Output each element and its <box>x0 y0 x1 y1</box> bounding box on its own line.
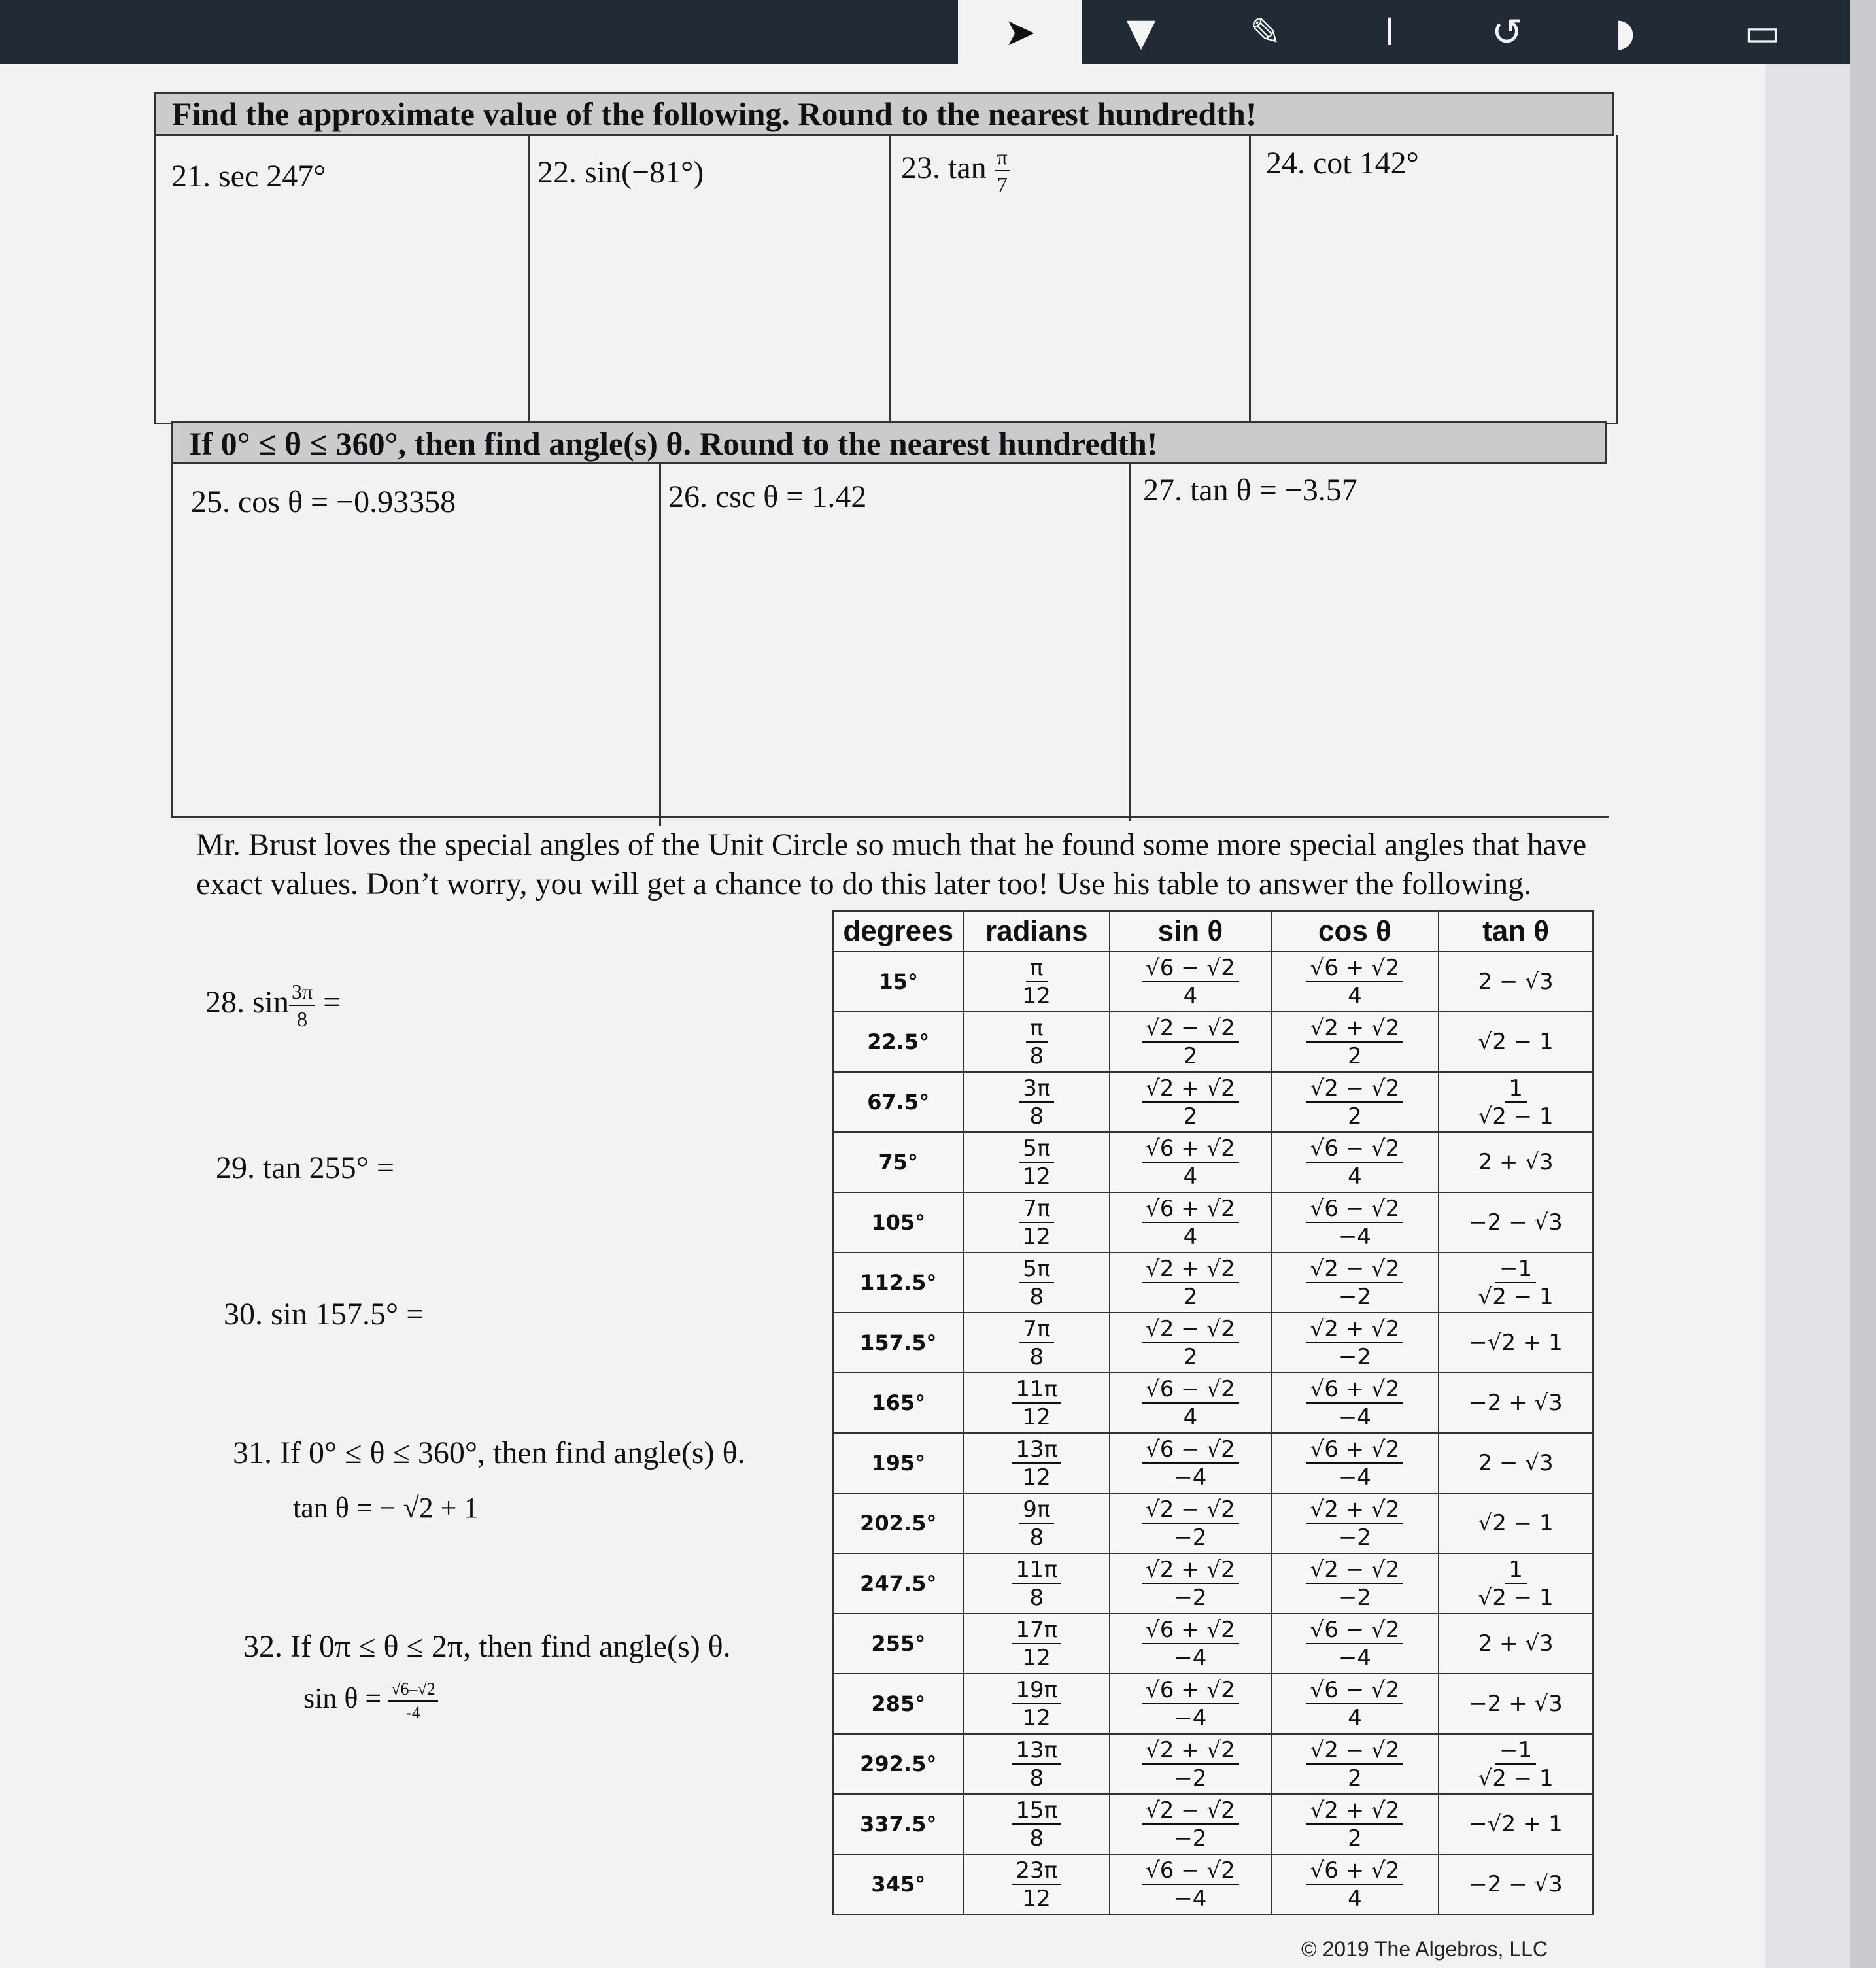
intro-paragraph: Mr. Brust loves the special angles of the Unit Circle so much that he found some more special angles that have exact values. Don’t worry, you will get a chance to do this later too! Use his table to answer the following. <box>196 827 1587 901</box>
table-cell-cos <box>1271 1553 1439 1614</box>
fraction: $\frac{9\pi}{8}$ <box>1019 1498 1054 1549</box>
table-row <box>833 1252 1593 1313</box>
table-cell-deg: 247.5° <box>833 1553 963 1614</box>
fraction: $\frac{√6 - √2}{4}$ <box>1306 1679 1404 1729</box>
question-31: 31. If 0° ≤ θ ≤ 360°, then find angle(s) θ. <box>233 1436 745 1470</box>
fraction: $\frac{-1}{√2 - 1}$ <box>1478 1255 1554 1310</box>
fraction: $\frac{√2 + √2}{2}$ <box>1306 1799 1404 1850</box>
fraction: $\frac{√6 - √2}{-4}$ <box>1306 1198 1404 1248</box>
table-row <box>833 1674 1593 1734</box>
table-cell-tan: −2 + √3 <box>1439 1674 1593 1734</box>
fraction: $\frac{\pi}{8}$ <box>1026 1017 1047 1067</box>
table-cell-sin <box>1110 1192 1271 1252</box>
divider <box>1129 463 1131 821</box>
question-28: 28. sin $\frac{3\pi}{8}$ = <box>205 980 341 1031</box>
table-cell-sin <box>1110 1734 1271 1794</box>
problem-25: 25. cos θ = −0.93358 <box>191 485 456 519</box>
table-cell-sin <box>1110 1373 1271 1433</box>
shape-tool-icon[interactable]: ◗ <box>1614 10 1635 54</box>
table-row <box>833 1132 1593 1192</box>
table-cell-sin <box>1110 1132 1271 1192</box>
table-cell-deg: 112.5° <box>833 1252 963 1313</box>
table-cell-rad <box>963 1794 1110 1854</box>
problem-22: 22. sin(−81°) <box>537 155 704 190</box>
table-cell-rad <box>963 1614 1110 1674</box>
fraction: $\frac{3\pi}{8}$ <box>1019 1077 1054 1128</box>
table-row <box>833 1192 1593 1252</box>
column-header: radians <box>963 911 1110 952</box>
fraction: $\frac{√6 + √2}{-4}$ <box>1306 1438 1404 1489</box>
table-cell-tan: √2 − 1 <box>1439 1493 1593 1553</box>
table-cell-sin <box>1110 1313 1271 1373</box>
table-cell-deg: 255° <box>833 1614 963 1674</box>
fraction: $\frac{√6 - √2}{-4}$ <box>1142 1859 1239 1910</box>
fraction: $\frac{√6 + √2}{4}$ <box>1306 1859 1404 1910</box>
fraction: $\frac{√6 + √2}{-4}$ <box>1306 1378 1404 1428</box>
fraction: $\frac{11\pi}{8}$ <box>1012 1559 1061 1609</box>
fraction: $\frac{√6 + √2}{-4}$ <box>1142 1679 1239 1729</box>
table-cell-rad <box>963 1433 1110 1493</box>
divider <box>659 463 661 826</box>
section-b-header: If 0° ≤ θ ≤ 360°, then find angle(s) θ. Round to the nearest hundredth! <box>171 421 1607 464</box>
table-cell-cos <box>1271 1433 1439 1493</box>
fraction: $\frac{5\pi}{12}$ <box>1019 1137 1054 1188</box>
table-cell-sin <box>1110 1854 1271 1914</box>
fraction: $\frac{√2 - √2}{2}$ <box>1306 1739 1404 1789</box>
fraction: $\frac{13\pi}{8}$ <box>1012 1739 1061 1789</box>
table-row <box>833 1734 1593 1794</box>
table-cell-sin <box>1110 1072 1271 1132</box>
table-cell-tan: 2 + √3 <box>1439 1132 1593 1192</box>
table-cell-rad <box>963 1373 1110 1433</box>
divider <box>889 135 891 424</box>
table-cell-cos <box>1271 1674 1439 1734</box>
lasso-tool-icon[interactable]: ↺ <box>1491 10 1524 54</box>
fraction: $\frac{7\pi}{8}$ <box>1019 1318 1054 1368</box>
table-row <box>833 1433 1593 1493</box>
table-row <box>833 1373 1593 1433</box>
select-tool-icon[interactable]: ➤ <box>958 0 1082 64</box>
table-row <box>833 952 1593 1012</box>
problem-24: 24. cot 142° <box>1266 146 1419 181</box>
fraction: $\frac{23\pi}{12}$ <box>1012 1859 1061 1910</box>
table-cell-cos <box>1271 1072 1439 1132</box>
fraction: $\frac{7\pi}{12}$ <box>1019 1198 1054 1248</box>
table-cell-deg: 22.5° <box>833 1012 963 1072</box>
fraction: $\frac{√2 + √2}{-2}$ <box>1142 1559 1239 1609</box>
fraction: $\frac{√2 - √2}{2}$ <box>1306 1077 1404 1128</box>
table-cell-rad <box>963 1734 1110 1794</box>
section-a-header: Find the approximate value of the following. Round to the nearest hundredth! <box>154 92 1614 136</box>
fraction: $\frac{15\pi}{8}$ <box>1012 1799 1061 1850</box>
fraction: $\frac{\pi}{7}$ <box>995 147 1010 195</box>
table-cell-rad <box>963 1072 1110 1132</box>
fraction: $\frac{√2 - √2}{-2}$ <box>1142 1498 1239 1549</box>
table-cell-sin <box>1110 1252 1271 1313</box>
fraction: $\frac{√2 - √2}{2}$ <box>1142 1017 1239 1067</box>
table-cell-tan: 2 + √3 <box>1439 1614 1593 1674</box>
question-31-equation: tan θ = − √2 + 1 <box>293 1492 479 1524</box>
table-cell-cos <box>1271 1794 1439 1854</box>
table-cell-rad <box>963 1553 1110 1614</box>
table-body <box>833 952 1593 1914</box>
question-32: 32. If 0π ≤ θ ≤ 2π, then find angle(s) θ. <box>243 1629 731 1664</box>
table-cell-sin <box>1110 1614 1271 1674</box>
table-cell-tan: −2 − √3 <box>1439 1192 1593 1252</box>
table-cell-deg: 105° <box>833 1192 963 1252</box>
table-cell-cos <box>1271 1313 1439 1373</box>
divider <box>1249 135 1251 424</box>
table-cell-rad <box>963 1252 1110 1313</box>
column-header: tan θ <box>1439 911 1593 952</box>
table-cell-rad <box>963 1192 1110 1252</box>
fraction: $\frac{√6 - √2}{-4}$ <box>1142 1438 1239 1489</box>
table-cell-tan: −√2 + 1 <box>1439 1313 1593 1373</box>
table-header-row <box>833 911 1593 952</box>
problem-23: 23. tan $\frac{\pi}{7}$ <box>901 147 1010 195</box>
fraction: $\frac{√6 - √2}{4}$ <box>1306 1137 1404 1188</box>
table-cell-tan: −2 − √3 <box>1439 1854 1593 1914</box>
fraction: $\frac{√2 - √2}{-2}$ <box>1306 1258 1404 1308</box>
pen-tool-icon[interactable]: ✎ <box>1249 10 1282 54</box>
table-cell-sin <box>1110 1433 1271 1493</box>
table-cell-rad <box>963 1012 1110 1072</box>
fraction: $\frac{√2 - √2}{2}$ <box>1142 1318 1239 1368</box>
problem-27: 27. tan θ = −3.57 <box>1143 473 1357 508</box>
table-row <box>833 1493 1593 1553</box>
fraction: $\frac{√6 - √2}{-4}$ <box>1306 1619 1404 1669</box>
table-cell-tan <box>1439 1734 1593 1794</box>
fraction: $\frac{√6 + √2}{4}$ <box>1142 1198 1239 1248</box>
fraction: $\frac{√2 + √2}{2}$ <box>1306 1017 1404 1067</box>
question-32-equation: sin θ = $\frac{√6-√2}{-4}$ <box>303 1681 438 1721</box>
column-header: degrees <box>833 911 963 952</box>
table-cell-deg: 75° <box>833 1132 963 1192</box>
fraction: $\frac{√6 - √2}{4}$ <box>1142 957 1239 1007</box>
table-cell-cos <box>1271 1012 1439 1072</box>
fraction: $\frac{√2 - √2}{-2}$ <box>1142 1799 1239 1850</box>
fraction: $\frac{13\pi}{12}$ <box>1012 1438 1061 1489</box>
table-row <box>833 1553 1593 1614</box>
question-29: 29. tan 255° = <box>216 1150 394 1185</box>
table-cell-deg: 15° <box>833 952 963 1012</box>
table-cell-cos <box>1271 1192 1439 1252</box>
problem-26: 26. csc θ = 1.42 <box>668 479 867 514</box>
fraction: $\frac{√6-√2}{-4}$ <box>388 1681 438 1721</box>
table-cell-deg: 345° <box>833 1854 963 1914</box>
table-cell-rad <box>963 1674 1110 1734</box>
table-cell-deg: 165° <box>833 1373 963 1433</box>
fraction: $\frac{√2 - √2}{-2}$ <box>1306 1559 1404 1609</box>
fraction: $\frac{√2 + √2}{-2}$ <box>1142 1739 1239 1789</box>
toolbar <box>0 0 1850 64</box>
table-cell-cos <box>1271 1373 1439 1433</box>
table-cell-deg: 202.5° <box>833 1493 963 1553</box>
fraction: $\frac{19\pi}{12}$ <box>1012 1679 1061 1729</box>
table-cell-sin <box>1110 1794 1271 1854</box>
table-cell-deg: 67.5° <box>833 1072 963 1132</box>
table-cell-rad <box>963 1132 1110 1192</box>
table-cell-sin <box>1110 1553 1271 1614</box>
fraction: $\frac{√6 + √2}{4}$ <box>1142 1137 1239 1188</box>
table-cell-cos <box>1271 1493 1439 1553</box>
table-cell-tan: −√2 + 1 <box>1439 1794 1593 1854</box>
question-30: 30. sin 157.5° = <box>224 1297 424 1332</box>
special-angles-table <box>832 910 1594 1915</box>
table-cell-sin <box>1110 1012 1271 1072</box>
table-row <box>833 1614 1593 1674</box>
column-header: sin θ <box>1110 911 1271 952</box>
fraction: $\frac{√6 + √2}{-4}$ <box>1142 1619 1239 1669</box>
table-cell-rad <box>963 1493 1110 1553</box>
table-row <box>833 1313 1593 1373</box>
table-cell-tan: 2 − √3 <box>1439 1433 1593 1493</box>
table-cell-cos <box>1271 1854 1439 1914</box>
divider <box>528 135 530 424</box>
table-cell-cos <box>1271 1132 1439 1192</box>
fraction: $\frac{√6 + √2}{4}$ <box>1306 957 1404 1007</box>
fraction: $\frac{\pi}{12}$ <box>1022 954 1051 1009</box>
table-cell-cos <box>1271 952 1439 1012</box>
column-header: cos θ <box>1271 911 1439 952</box>
table-cell-tan: √2 − 1 <box>1439 1012 1593 1072</box>
text-tool-icon[interactable]: I <box>1384 10 1395 54</box>
table-cell-deg: 292.5° <box>833 1734 963 1794</box>
table-row <box>833 1794 1593 1854</box>
fraction: $\frac{√6 - √2}{4}$ <box>1142 1378 1239 1428</box>
fraction: $\frac{√2 + √2}{-2}$ <box>1306 1498 1404 1549</box>
fraction: $\frac{17\pi}{12}$ <box>1012 1619 1061 1669</box>
table-cell-tan: 2 − √3 <box>1439 952 1593 1012</box>
table-cell-tan <box>1439 1553 1593 1614</box>
table-cell-rad <box>963 1854 1110 1914</box>
table-cell-sin <box>1110 952 1271 1012</box>
fraction: $\frac{√2 + √2}{-2}$ <box>1306 1318 1404 1368</box>
table-cell-cos <box>1271 1614 1439 1674</box>
table-cell-deg: 337.5° <box>833 1794 963 1854</box>
fraction: $\frac{3\pi}{8}$ <box>289 981 315 1029</box>
table-cell-tan: −2 + √3 <box>1439 1373 1593 1433</box>
fraction: $\frac{1}{√2 - 1}$ <box>1478 1556 1554 1611</box>
table-cell-sin <box>1110 1674 1271 1734</box>
table-cell-tan <box>1439 1252 1593 1313</box>
highlighter-tool-icon[interactable]: ▼ <box>1126 10 1156 54</box>
table-cell-cos <box>1271 1252 1439 1313</box>
fraction: $\frac{√2 + √2}{2}$ <box>1142 1258 1239 1308</box>
table-cell-sin <box>1110 1493 1271 1553</box>
screen-edge <box>1850 0 1876 1968</box>
copyright: © 2019 The Algebros, LLC <box>1301 1937 1548 1961</box>
fraction: $\frac{√2 + √2}{2}$ <box>1142 1077 1239 1128</box>
divider <box>196 816 1597 818</box>
table-cell-rad <box>963 1313 1110 1373</box>
table-cell-tan <box>1439 1072 1593 1132</box>
table-cell-deg: 195° <box>833 1433 963 1493</box>
table-row <box>833 1012 1593 1072</box>
problem-21: 21. sec 247° <box>171 159 326 194</box>
table-row <box>833 1072 1593 1132</box>
table-cell-deg: 285° <box>833 1674 963 1734</box>
fraction: $\frac{-1}{√2 - 1}$ <box>1478 1736 1554 1791</box>
worksheet-margin <box>1765 64 1850 1968</box>
table-cell-rad <box>963 952 1110 1012</box>
window-tool-icon[interactable]: ▭ <box>1744 10 1781 54</box>
fraction: $\frac{11\pi}{12}$ <box>1012 1378 1061 1428</box>
table-row <box>833 1854 1593 1914</box>
table-cell-cos <box>1271 1734 1439 1794</box>
table-cell-deg: 157.5° <box>833 1313 963 1373</box>
fraction: $\frac{5\pi}{8}$ <box>1019 1258 1054 1308</box>
fraction: $\frac{1}{√2 - 1}$ <box>1478 1075 1554 1130</box>
